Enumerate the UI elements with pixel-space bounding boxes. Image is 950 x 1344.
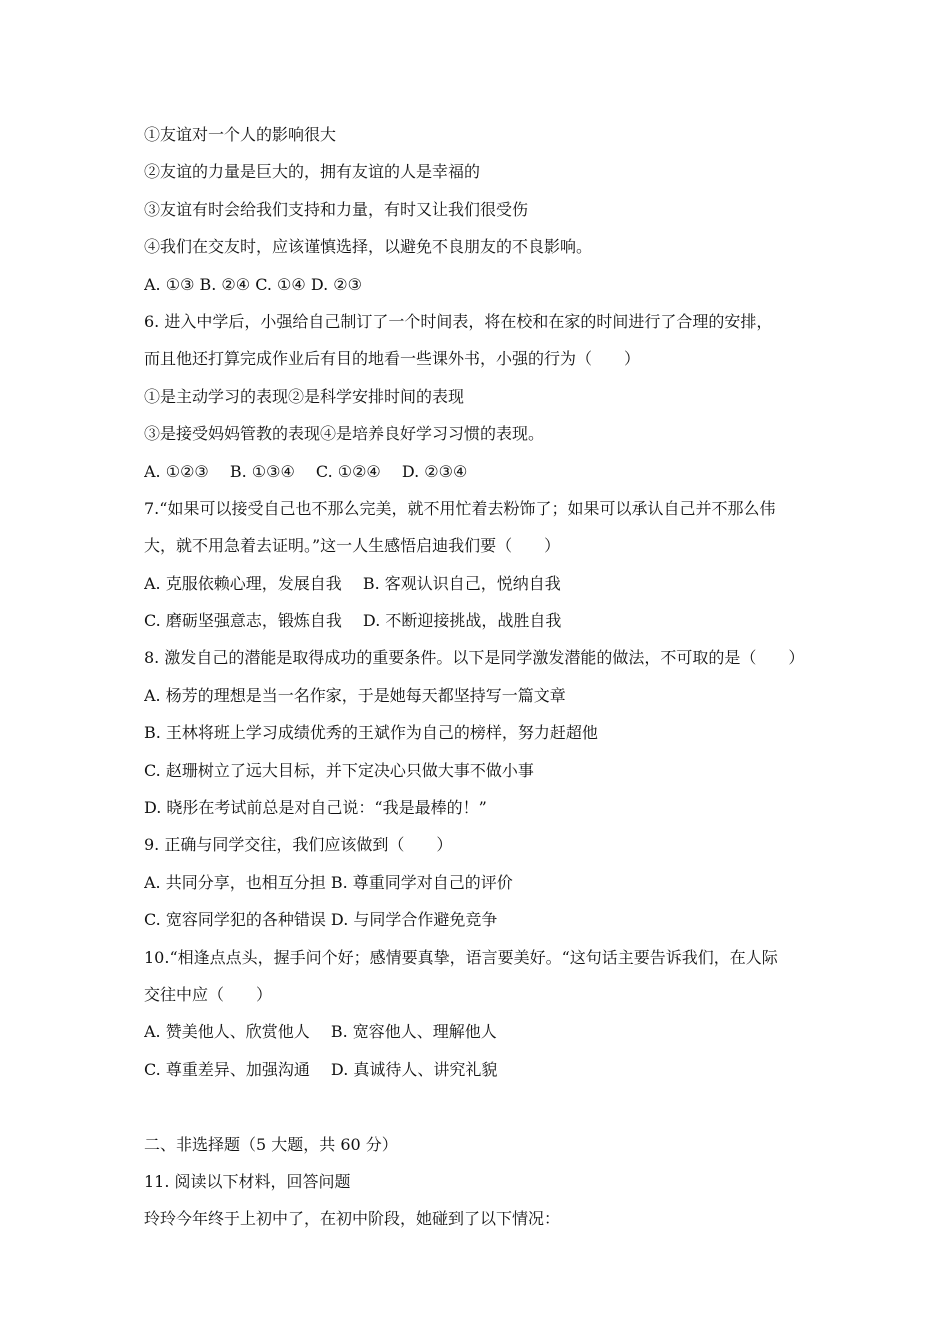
question-7-options-ab: A. 克服依赖心理，发展自我 B. 客观认识自己，悦纳自我 xyxy=(144,573,561,593)
question-10-options-ab: A. 赞美他人、欣赏他人 B. 宽容他人、理解他人 xyxy=(144,1022,497,1042)
statement-4: ④我们在交友时，应该谨慎选择，以避免不良朋友的不良影响。 xyxy=(144,237,593,257)
question-6-stem-line-2: 而且他还打算完成作业后有目的地看一些课外书，小强的行为（ ） xyxy=(144,349,641,369)
question-6-options: A. ①②③ B. ①③④ C. ①②④ D. ②③④ xyxy=(144,461,468,481)
question-9-options-cd: C. 宽容同学犯的各种错误 D. 与同学合作避免竞争 xyxy=(144,910,498,930)
question-9-options-ab: A. 共同分享，也相互分担 B. 尊重同学对自己的评价 xyxy=(144,872,513,892)
question-8-option-d: D. 晓彤在考试前总是对自己说：“我是最棒的！” xyxy=(144,798,487,818)
document-body xyxy=(144,116,824,1238)
question-7-options-cd: C. 磨砺坚强意志，锻炼自我 D. 不断迎接挑战，战胜自我 xyxy=(144,611,562,631)
statement-1: ①友谊对一个人的影响很大 xyxy=(144,125,337,144)
question-10-options-cd: C. 尊重差异、加强沟通 D. 真诚待人、讲究礼貌 xyxy=(144,1059,498,1079)
question-11-intro: 玲玲今年终于上初中了，在初中阶段，她碰到了以下情况： xyxy=(144,1209,561,1229)
question-6-stem-line-1: 6. 进入中学后，小强给自己制订了一个时间表，将在校和在家的时间进行了合理的安排， xyxy=(144,311,773,331)
question-9-stem: 9. 正确与同学交往，我们应该做到（ ） xyxy=(144,835,453,855)
section-spacer xyxy=(144,1088,824,1125)
question-8-option-b: B. 王林将班上学习成绩优秀的王斌作为自己的榜样，努力赶超他 xyxy=(144,723,598,743)
question-7-stem-line-1: 7.“如果可以接受自己也不那么完美，就不用忙着去粉饰了；如果可以承认自己并不那么伟 xyxy=(144,498,776,518)
question-7-stem-line-2: 大，就不用急着去证明。”这一人生感悟启迪我们要（ ） xyxy=(144,536,561,556)
section-heading: 二、非选择题（5 大题，共 60 分） xyxy=(144,1134,398,1154)
statement-3: ③友谊有时会给我们支持和力量，有时又让我们很受伤 xyxy=(144,199,529,219)
question-5-options: A. ①③ B. ②④ C. ①④ D. ②③ xyxy=(144,274,362,294)
question-10-stem-line-2: 交往中应（ ） xyxy=(144,984,273,1004)
question-10-stem-line-1: 10.“相逢点点头，握手问个好；感情要真挚，语言要美好。“这句话主要告诉我们，在人际 xyxy=(144,947,778,967)
question-11-title: 11. 阅读以下材料，回答问题 xyxy=(144,1171,351,1191)
question-6-statement-2: ③是接受妈妈管教的表现④是培养良好学习习惯的表现。 xyxy=(144,424,545,444)
question-6-statement-1: ①是主动学习的表现②是科学安排时间的表现 xyxy=(144,386,465,406)
question-8-option-a: A. 杨芳的理想是当一名作家，于是她每天都坚持写一篇文章 xyxy=(144,685,566,705)
question-8-stem: 8. 激发自己的潜能是取得成功的重要条件。以下是同学激发潜能的做法，不可取的是（ ） xyxy=(144,648,805,668)
question-8-option-c: C. 赵珊树立了远大目标，并下定决心只做大事不做小事 xyxy=(144,760,534,780)
statement-2: ②友谊的力量是巨大的，拥有友谊的人是幸福的 xyxy=(144,162,481,182)
